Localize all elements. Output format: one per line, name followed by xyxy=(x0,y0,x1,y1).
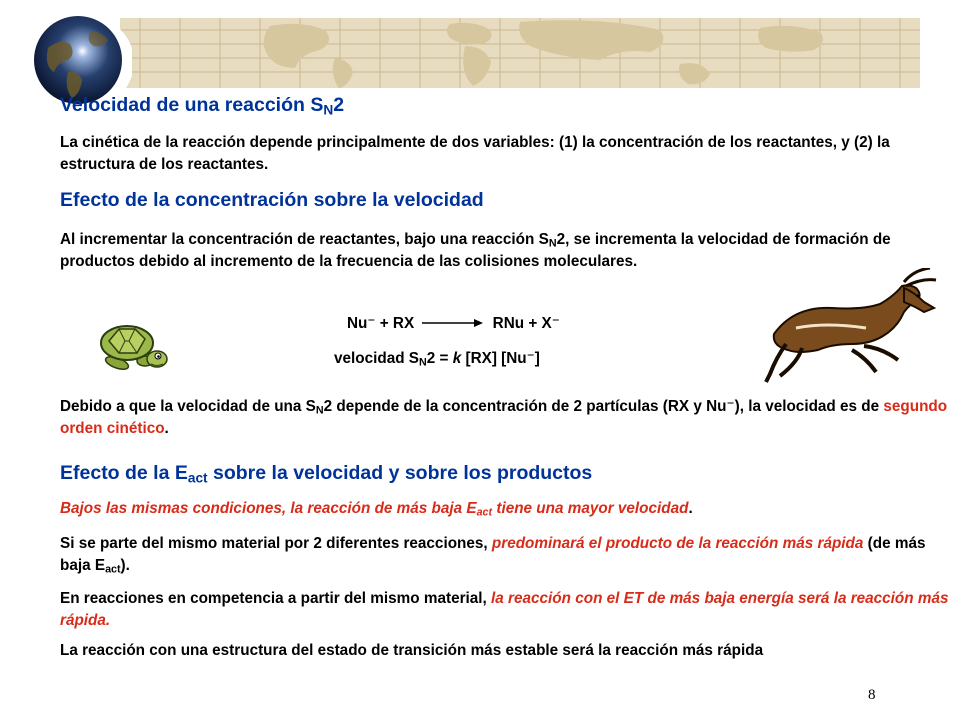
section-concentration-heading: Efecto de la concentración sobre la velocidad xyxy=(60,189,484,211)
page-number: 8 xyxy=(868,687,876,703)
rate-law: velocidad $S_N2 = k$ [RX] [Nu⁻] xyxy=(334,350,540,369)
section-activation-heading: Efecto de la $E_{act}$ sobre la velocidad y sobre los productos xyxy=(60,462,593,486)
concentration-paragraph: Al incrementar la concentración de reactantes, bajo una reacción $S_N2$, se incrementa la velocidad de formación de productos debido al incremento de la frecuencia de las colisiones moleculares. xyxy=(60,231,891,270)
world-map-banner xyxy=(120,18,920,88)
intro-paragraph: La cinética de la reacción depende principalmente de dos variables: (1) la concentración de los reactantes, y (2) la estructura de los reactantes. xyxy=(60,134,890,173)
slide-title: Velocidad de una reacción $S_N2$ xyxy=(60,94,345,118)
antelope-icon xyxy=(756,268,946,386)
arrow-icon xyxy=(422,315,484,333)
reactants: Nu⁻ + RX xyxy=(347,315,415,332)
competition-paragraph: En reacciones en competencia a partir del mismo material, la reacción con el ET de más baja energía será la reacción más rápida. xyxy=(60,590,949,629)
products: RNu + X⁻ xyxy=(492,315,560,332)
activation-energy-statement: Bajos las mismas condiciones, la reacción de más baja $E_{act}$ tiene una mayor velocidad. xyxy=(60,500,693,519)
second-order-paragraph: Debido a que la velocidad de una $S_N2$ depende de la concentración de 2 partículas (RX y Nu⁻), la velocidad es de segundo orden cinético. xyxy=(60,398,948,437)
reaction-equation xyxy=(347,314,560,333)
transition-state-paragraph: La reacción con una estructura del estado de transición más estable será la reacción más rápida xyxy=(60,642,764,659)
turtle-icon xyxy=(95,315,170,377)
faster-product-paragraph: Si se parte del mismo material por 2 diferentes reacciones, predominará el producto de la reacción más rápida (de más baja $E_{act}$). xyxy=(60,535,926,576)
